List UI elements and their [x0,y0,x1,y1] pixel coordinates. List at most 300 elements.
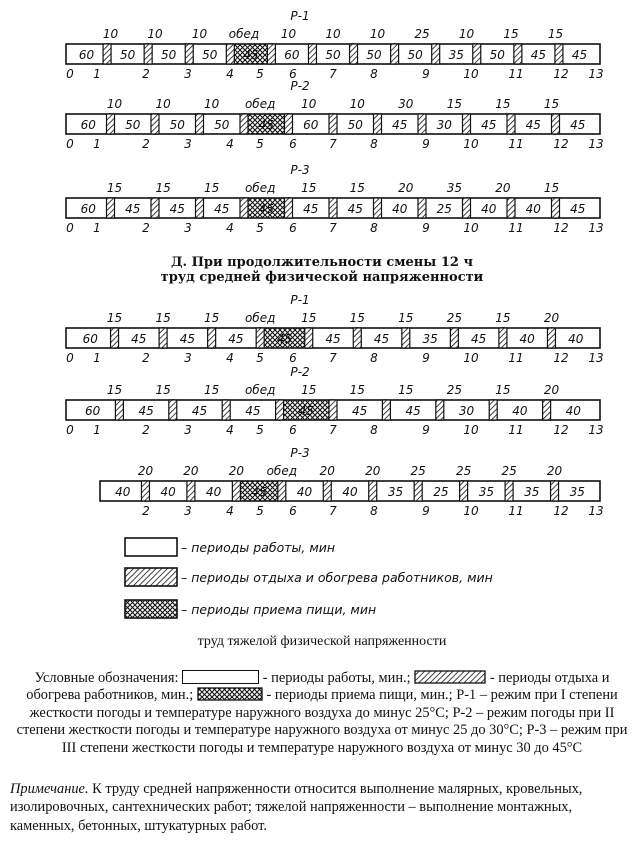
segment-value: 60 [303,118,319,132]
rest-duration: 20 [183,464,199,478]
rest-segment [240,114,248,134]
segment-value: 45 [570,118,586,132]
hour-tick: 3 [184,504,192,518]
hour-tick: 12 [553,67,569,81]
segment-value: 45 [228,332,244,346]
hour-tick: 5 [256,351,264,365]
rest-segment [285,114,293,134]
hour-tick: 5 [256,137,264,151]
hour-tick: 2 [142,351,150,365]
hour-tick: 1 [93,423,101,437]
hour-tick: 5 [256,221,264,235]
rest-segment [463,198,471,218]
segment-value: 45 [125,202,141,216]
rest-segment [463,114,471,134]
hour-tick: 3 [184,137,192,151]
note-label: Примечание. [10,781,89,797]
segment-value: 45 [276,332,293,346]
rest-segment [185,44,193,64]
rest-duration: 10 [106,97,123,111]
rest-segment [151,198,159,218]
hour-tick: 6 [289,351,297,365]
hour-tick: 11 [508,221,524,235]
hour-tick: 4 [226,423,234,437]
segment-value: 50 [125,118,141,132]
segment-value: 50 [169,118,185,132]
rest-segment [226,44,234,64]
segment-value: 40 [481,202,497,216]
rest-duration: 10 [325,27,341,41]
hour-tick: 9 [422,137,430,151]
section-d-title-line1: Д. При продолжительности смены 12 ч [170,255,473,270]
rest-duration: 30 [398,97,414,111]
hour-tick: 1 [93,137,101,151]
hour-tick: 8 [370,504,378,518]
segment-value: 45 [179,332,196,346]
rest-duration: 10 [102,27,119,41]
segment-value: 50 [214,118,230,132]
rest-duration: обед [266,464,298,478]
rest-segment [208,328,216,348]
rest-duration: 10 [280,27,297,41]
rest-duration: 15 [155,311,171,325]
hour-tick: 10 [463,504,479,518]
rest-segment [329,400,337,420]
regime-label: Р-3 [290,446,310,460]
segment-value: 50 [119,48,136,62]
regime-label: Р-1 [290,293,310,307]
rest-segment [514,44,522,64]
rest-segment [107,198,115,218]
rest-duration: 15 [503,27,519,41]
rest-segment [323,481,331,501]
segment-value: 60 [78,48,95,62]
segment-value: 40 [525,202,541,216]
segment-value: 45 [392,118,408,132]
hour-tick: 11 [508,67,524,81]
segment-value: 60 [85,404,101,418]
rest-segment [103,44,111,64]
rest-segment [450,328,458,348]
rest-segment [329,114,337,134]
rest-segment [308,44,316,64]
hour-tick: 3 [184,351,192,365]
segment-value: 35 [422,332,438,346]
note-text: К труду средней напряженности относится выполнение малярных, кровельных, изолировочных, сантехнических работ; тяжелой напряженности – выполнение монтажных, каменных, бетонных, штукатурных работ. [10,781,583,834]
hour-tick: 4 [226,504,234,518]
rest-duration: 15 [495,383,511,397]
heavy-labor-title: труд тяжелой физической напряженности [197,634,447,649]
hour-tick: 6 [289,504,297,518]
rest-segment [111,328,119,348]
rest-segment [285,198,293,218]
segment-value: 50 [161,48,177,62]
rest-segment [402,328,410,348]
segment-value: 45 [245,404,261,418]
rest-duration: 15 [301,181,317,195]
hour-tick: 12 [553,423,569,437]
rest-segment [543,400,551,420]
rest-segment [115,400,123,420]
legend-rest-box [125,568,177,586]
rest-duration: обед [244,311,276,325]
rest-duration: 20 [319,464,335,478]
rest-duration: 15 [106,181,123,195]
legend-work-box [125,538,177,556]
rest-duration: 10 [458,27,475,41]
rest-segment [489,400,497,420]
rest-duration: 15 [349,181,365,195]
legend-work-text: – периоды работы, мин [181,540,336,555]
rest-segment [151,114,159,134]
rest-duration: 25 [455,464,472,478]
rest-duration: 15 [349,311,365,325]
segment-value: 30 [436,118,452,132]
rest-segment [507,114,515,134]
hour-tick: 10 [463,423,479,437]
segment-value: 45 [571,48,588,62]
figure-legend [125,538,493,618]
segment-value: 50 [407,48,423,62]
segment-value: 40 [205,485,222,499]
rest-duration: 15 [547,27,564,41]
rest-duration: 15 [398,383,414,397]
rest-duration: 20 [228,464,245,478]
rest-segment [473,44,481,64]
rest-segment [240,198,248,218]
rest-duration: 15 [495,97,511,111]
segment-value: 45 [243,48,259,62]
rest-duration: 15 [495,311,511,325]
segment-value: 60 [284,48,300,62]
rest-duration: 10 [369,27,386,41]
hour-tick: 7 [329,67,337,81]
segment-value: 45 [530,48,547,62]
segment-value: 40 [512,404,528,418]
rest-duration: 35 [446,181,463,195]
hour-tick: 9 [422,221,430,235]
hour-tick: 8 [370,221,378,235]
hour-tick: 7 [329,423,337,437]
rest-segment [267,44,275,64]
conventions-paragraph [10,670,634,757]
hour-tick: 0 [66,221,74,235]
hour-tick: 7 [329,221,337,235]
segment-value: 40 [115,485,131,499]
hour-tick: 1 [93,67,101,81]
rest-duration: обед [244,97,276,111]
hour-tick: 2 [142,504,150,518]
segment-value: 60 [82,332,98,346]
segment-value: 45 [470,332,487,346]
hour-tick: 8 [370,137,378,151]
hour-tick: 8 [370,351,378,365]
hour-tick: 4 [226,67,234,81]
rest-segment [374,114,382,134]
rest-segment [278,481,286,501]
hour-tick: 11 [508,504,524,518]
hour-tick: 10 [463,351,479,365]
hour-tick: 11 [508,423,524,437]
rest-duration: 15 [543,97,560,111]
segment-value: 45 [347,202,363,216]
conventions-rest-box [414,670,486,684]
rest-duration: 15 [349,383,365,397]
segment-value: 40 [296,485,313,499]
rest-duration: 15 [543,181,560,195]
rest-segment [276,400,284,420]
conventions-p1: Р-1 – режим при I степени жесткости погоды и температуре наружного воздуха до минус 25 [29,687,618,721]
conventions-rest: - периоды отдыха и обогрева работников, мин.; [26,670,610,704]
hour-tick: 6 [289,67,297,81]
hour-tick: 3 [184,221,192,235]
rest-segment [414,481,422,501]
hour-tick: 3 [184,67,192,81]
hour-tick: 12 [553,504,569,518]
rest-segment [187,481,195,501]
hour-tick: 0 [66,423,74,437]
segment-value: 35 [387,485,404,499]
segment-value: 40 [342,485,358,499]
conventions-prefix: Условные обозначения: [34,670,179,686]
segment-value: 25 [433,485,449,499]
regime-label: Р-3 [290,163,310,177]
segment-value: 60 [80,202,96,216]
rest-duration: 25 [414,27,430,41]
rest-segment [547,328,555,348]
section-d-title-line2: труд средней физической напряженности [160,270,484,285]
hour-tick: 13 [588,221,604,235]
rest-duration: 10 [191,27,208,41]
rest-duration: 25 [410,464,426,478]
rest-duration: 25 [501,464,517,478]
hour-tick: 1 [93,221,101,235]
segment-value: 35 [524,485,540,499]
segment-value: 45 [138,404,154,418]
segment-value: 45 [191,404,208,418]
segment-value: 45 [525,118,541,132]
segment-value: 45 [258,202,274,216]
segment-value: 35 [478,485,495,499]
hour-tick: 0 [66,67,74,81]
regime-label: Р-2 [290,79,310,93]
hour-tick: 12 [553,221,569,235]
hour-tick: 7 [329,137,337,151]
rest-segment [418,198,426,218]
rest-segment [353,328,361,348]
rest-duration: 10 [349,97,365,111]
rest-duration: 25 [446,311,463,325]
rest-segment [196,114,204,134]
hour-tick: 12 [553,351,569,365]
rest-segment [256,328,264,348]
hour-tick: 2 [142,137,150,151]
segment-value: 25 [436,202,452,216]
hour-tick: 4 [226,137,234,151]
rest-segment [144,44,152,64]
segment-value: 45 [169,202,185,216]
segment-value: 45 [570,202,586,216]
hour-tick: 9 [422,351,430,365]
conventions-work-box [182,670,259,684]
conventions-meal: - периоды приема пищи, мин.; [266,687,453,704]
segment-value: 45 [251,485,267,499]
segment-value: 45 [298,404,314,418]
note-paragraph [10,780,634,835]
rest-duration: 15 [203,383,220,397]
rest-duration: 15 [301,383,317,397]
hour-tick: 4 [226,221,234,235]
hour-tick: 11 [508,137,524,151]
rest-segment [382,400,390,420]
hour-tick: 4 [226,351,234,365]
conventions-work: - периоды работы, мин.; [262,670,411,686]
rest-duration: 15 [155,383,171,397]
segment-value: 40 [519,332,535,346]
rest-segment [232,481,240,501]
rest-segment [141,481,149,501]
rest-duration: 20 [137,464,154,478]
hour-tick: 1 [93,351,101,365]
rest-duration: обед [244,383,276,397]
segment-value: 45 [131,332,147,346]
rest-duration: 15 [155,181,171,195]
segment-value: 50 [366,48,382,62]
rest-segment [107,114,115,134]
rest-duration: 15 [301,311,317,325]
rest-duration: 15 [446,97,463,111]
segment-value: 40 [568,332,584,346]
hour-tick: 13 [588,351,604,365]
hour-tick: 10 [463,137,479,151]
rest-segment [305,328,313,348]
rest-duration: 25 [446,383,463,397]
rest-segment [391,44,399,64]
hour-tick: 6 [289,221,297,235]
hour-tick: 11 [508,351,524,365]
rest-segment [552,198,560,218]
rest-duration: 15 [203,181,220,195]
hour-tick: 8 [370,67,378,81]
hour-tick: 7 [329,351,337,365]
segment-value: 35 [448,48,464,62]
legend-meal-text: – периоды приема пищи, мин [181,602,377,617]
rest-segment [507,198,515,218]
conventions-p2: °С; Р-2 – режим погоды при II степени жесткости погоды и температуре наружного воздуха от минус 25 до 30°С; Р-3 – режим при III степени жесткости погоды и температуре наружного воздуха от минус 30 до 45°С [16,704,628,756]
rest-duration: 20 [398,181,414,195]
hour-tick: 5 [256,504,264,518]
hour-tick: 8 [370,423,378,437]
hour-tick: 6 [289,423,297,437]
hour-tick: 5 [256,423,264,437]
rest-segment [436,400,444,420]
segment-value: 45 [325,332,341,346]
segment-value: 45 [303,202,319,216]
segment-value: 45 [352,404,368,418]
segment-value: 40 [392,202,408,216]
rest-segment [159,328,167,348]
rest-segment [551,481,559,501]
segment-value: 45 [405,404,421,418]
segment-value: 50 [347,118,363,132]
rest-duration: 20 [365,464,381,478]
rest-duration: 15 [203,311,220,325]
legend-meal-box [125,600,177,618]
rest-duration: 20 [543,383,560,397]
rest-segment [196,198,204,218]
hour-tick: 9 [422,504,430,518]
hour-tick: 0 [66,137,74,151]
hour-tick: 3 [184,423,192,437]
rest-segment [169,400,177,420]
rest-duration: 20 [546,464,563,478]
hour-tick: 13 [588,137,604,151]
rest-segment [555,44,563,64]
rest-segment [432,44,440,64]
segment-value: 50 [325,48,341,62]
rest-segment [460,481,468,501]
rest-segment [329,198,337,218]
segment-value: 40 [565,404,581,418]
conventions-meal-box [197,687,263,701]
hour-tick: 7 [329,504,337,518]
segment-value: 45 [258,118,274,132]
segment-value: 45 [373,332,390,346]
hour-tick: 13 [588,504,604,518]
regime-label: Р-2 [290,365,310,379]
rest-segment [505,481,513,501]
rest-segment [374,198,382,218]
hour-tick: 0 [66,351,74,365]
rest-segment [418,114,426,134]
segment-value: 45 [481,118,497,132]
segment-value: 50 [202,48,218,62]
rest-segment [222,400,230,420]
rest-duration: 15 [106,311,123,325]
rest-duration: 10 [301,97,317,111]
hour-tick: 9 [422,67,430,81]
hour-tick: 5 [256,67,264,81]
rest-duration: 20 [543,311,560,325]
hour-tick: 13 [588,67,604,81]
legend-rest-text: – периоды отдыха и обогрева работников, мин [181,570,493,585]
segment-value: 50 [489,48,505,62]
rest-duration: 15 [106,383,123,397]
rest-segment [350,44,358,64]
rest-segment [499,328,507,348]
rest-duration: обед [228,27,260,41]
hour-tick: 2 [142,221,150,235]
rest-duration: 10 [147,27,163,41]
regime-label: Р-1 [290,9,310,23]
rest-duration: 10 [155,97,171,111]
rest-duration: 15 [398,311,414,325]
hour-tick: 12 [553,137,569,151]
rest-segment [552,114,560,134]
rest-duration: 20 [495,181,511,195]
segment-value: 45 [214,202,230,216]
segment-value: 35 [569,485,585,499]
segment-value: 60 [80,118,96,132]
hour-tick: 2 [142,423,150,437]
segment-value: 30 [458,404,475,418]
hour-tick: 10 [463,67,479,81]
rest-duration: обед [244,181,276,195]
rest-duration: 10 [203,97,220,111]
hour-tick: 13 [588,423,604,437]
hour-tick: 10 [463,221,479,235]
hour-tick: 6 [289,137,297,151]
